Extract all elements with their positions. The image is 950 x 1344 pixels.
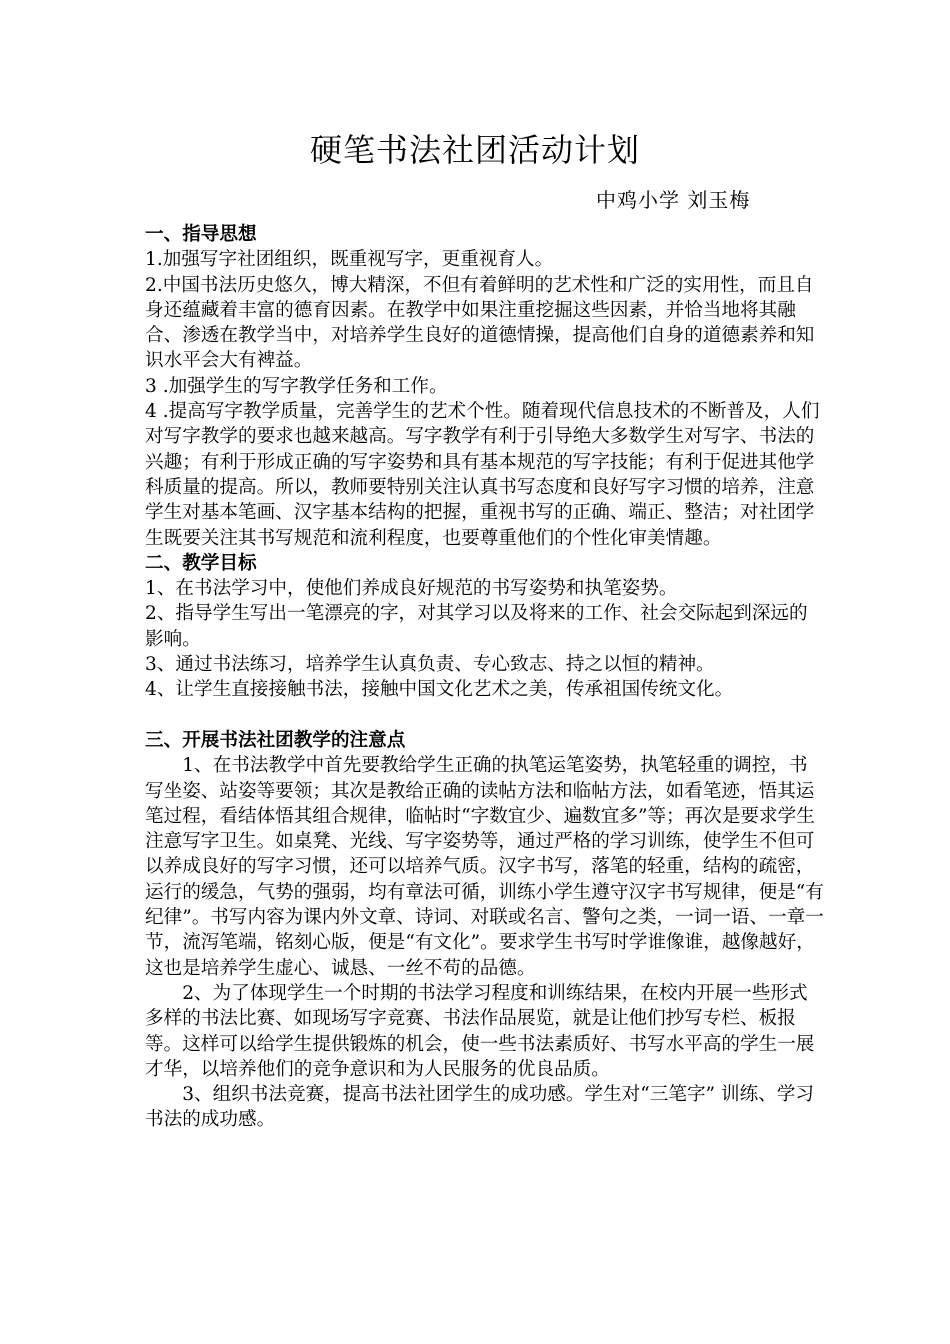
document-author: 中鸡小学 刘玉梅	[596, 188, 751, 212]
paragraph: 4 .提高写字教学质量，完善学生的艺术个性。随着现代信息技术的不断普及，人们对写字教学的要求也越来越高。写字教学有利于引导绝大多数学生对写字、书法的兴趣；有利于形成正确的写字姿势和具有基本规范的写字技能；有利于促进其他学科质量的提高。所以，教师要特别关注认真书写态度和良好写字习惯的培养，注意学生对基本笔画、汉字基本结构的把握，重视书写的正确、端正、整洁；对社团学生既要关注其书写规范和流利程度，也要尊重他们的个性化审美情趣。	[145, 401, 820, 549]
paragraph: 2、指导学生写出一笔漂亮的字，对其学习以及将来的工作、社会交际起到深远的影响。	[145, 603, 808, 650]
paragraph: 2.中国书法历史悠久，博大精深，不但有着鲜明的艺术性和广泛的实用性，而且自身还蕴藏着丰富的德育因素。在教学中如果注重挖掘这些因素，并恰当地将其融合、渗透在教学当中，对培养学生良好的道德情操，提高他们自身的道德素养和知识水平会大有裨益。	[145, 274, 815, 372]
paragraph: 1.加强写字社团组织，既重视写字，更重视育人。	[145, 249, 554, 271]
paragraph: 1、在书法教学中首先要教给学生正确的执笔运笔姿势，执笔轻重的调控，书写坐姿、站姿等要领；其次是教给正确的读帖方法和临帖方法，如看笔迹，悟其运笔过程，看结体悟其组合规律，临帖时“字数宜少、遍数宜多”等；再次是要求学生注意写字卫生。如桌凳、光线、写字姿势等，通过严格的学习训练，使学生不但可以养成良好的写字习惯，还可以培养气质。汉字书写，落笔的轻重，结构的疏密，运行的缓急，气势的强弱，均有章法可循，训练小学生遵守汉字书写规律，便是“有纪律”。书写内容为课内外文章、诗词、对联或名言、警句之类，一词一语、一章一节，流泻笔端，铭刻心版，便是“有文化”。要求学生书写时学谁像谁，越像越好，这也是培养学生虚心、诚恳、一丝不苟的品德。	[145, 755, 824, 979]
section-heading: 三、开展书法社团教学的注意点	[145, 729, 406, 751]
blank-line	[145, 703, 825, 728]
paragraph: 3、通过书法练习，培养学生认真负责、专心致志、持之以恒的精神。	[145, 654, 715, 676]
paragraph: 2、为了体现学生一个时期的书法学习程度和训练结果，在校内开展一些形式多样的书法比赛、如现场写字竞赛、书法作品展览，就是让他们抄写专栏、板报等。这样可以给学生提供锻炼的机会，使一些书法素质好、书写水平高的学生一展才华，以培养他们的竞争意识和为人民服务的优良品质。	[145, 982, 815, 1080]
document-title: 硬笔书法社团活动计划	[309, 131, 640, 169]
section-heading: 二、教学目标	[145, 552, 257, 574]
section-heading: 一、指导思想	[145, 224, 257, 245]
document-body	[145, 222, 825, 1133]
paragraph: 3、组织书法竞赛，提高书法社团学生的成功感。学生对“三笔字” 训练、学习书法的成功感。	[145, 1084, 814, 1131]
paragraph: 3 .加强学生的写字教学任务和工作。	[145, 375, 448, 397]
paragraph: 1、在书法学习中，使他们养成良好规范的书写姿势和执笔姿势。	[145, 578, 678, 600]
paragraph: 4、让学生直接接触书法，接触中国文化艺术之美，传承祖国传统文化。	[145, 679, 734, 701]
